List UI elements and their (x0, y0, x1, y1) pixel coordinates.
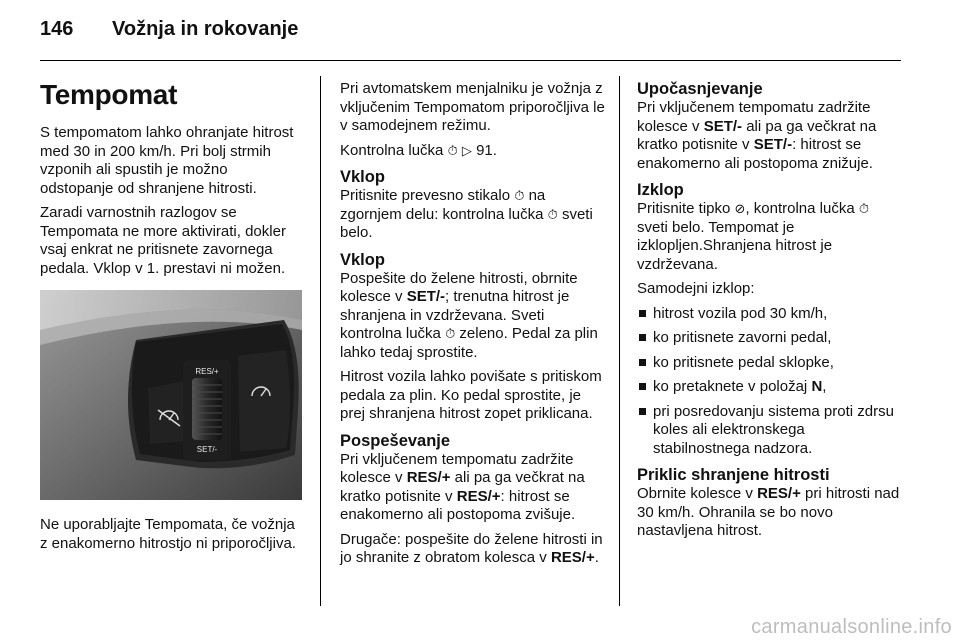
set-label: SET/- (196, 445, 218, 454)
section-pospesevanje: Pospeševanje Pri vključenem tempomatu zadržite kolesce v RES/+ ali pa ga večkrat na kratko potisnite v RES/+: hitrost se enakomerno ali postopoma zvišuje. Drugače: pospešite do želene hitrosti in jo shranite z obratom kolesca v RES/+. (340, 432, 606, 568)
list-item: ko pretaknete v položaj N, (637, 378, 902, 397)
header-rule (40, 60, 901, 61)
speed-paragraph: Hitrost vozila lahko povišate s pritiskom pedala za plin. Ko pedal sprostite, je prej shranjena hitrost zopet priklicana. (340, 368, 602, 422)
auto-off-list (637, 305, 902, 459)
auto-off-title: Samodejni izklop: (637, 280, 755, 297)
section-title: Pospeševanje (340, 431, 451, 450)
section-title: Vklop (340, 250, 385, 269)
list-item: hitrost vozila pod 30 km/h, (637, 305, 902, 324)
page-header (40, 18, 298, 41)
section-izklop: Izklop Pritisnite tipko ⊘, kontrolna lučka ⏱ sveti belo. Tempomat je izklopljen.Shranjena hitrost je vzdrževana. Samodejni izklop: hitrost vozila pod 30 km/h, ko pritisnete zavorni pedal, ko pritisnete pedal sklopke, ko pretaknete v položaj N, pri posredovanju sistema proti zdrsu koles ali elektronskega stabilnostnega nadzora. (637, 181, 902, 458)
cruise-control-icon: ⏱ (445, 326, 456, 341)
page-number: 146 (40, 18, 74, 40)
safety-paragraph: Zaradi varnostnih razlogov se Tempomata ne more aktivirati, dokler vsaj enkrat ne pritisnete zavornega pedala. Vklop v 1. prestavi ni možen. (40, 204, 286, 277)
column-divider (320, 76, 321, 606)
section-vklop-2: Vklop Pospešite do želene hitrosti, obrnite kolesce v SET/-; trenutna hitrost je shranjena in vzdrževana. Sveti kontrolna lučka ⏱ zeleno. Pedal za plin lahko tedaj sprostite. Hitrost vozila lahko povišate s pritiskom pedala za plin. Ko pedal sprostite, je prej shranjena hitrost zopet priklicana. (340, 251, 606, 424)
cruise-control-icon: ⏱ (858, 201, 869, 216)
section-title: Izklop (637, 181, 684, 199)
section-title: Priklic shranjene hitrosti (637, 466, 830, 484)
list-item: pri posredovanju sistema proti zdrsu koles ali elektronskega stabilnostnega nadzora. (637, 403, 902, 459)
list-item: ko pritisnete pedal sklopke, (637, 354, 902, 373)
list-item: ko pritisnete zavorni pedal, (637, 329, 902, 348)
section-vklop-1: Vklop Pritisnite prevesno stikalo ⏱ na zgornjem delu: kontrolna lučka ⏱ sveti belo. (340, 168, 606, 243)
column-1 (40, 70, 302, 559)
column-divider (619, 76, 620, 606)
res-label: RES/+ (195, 367, 219, 376)
automatic-paragraph: Pri avtomatskem menjalniku je vožnja z vključenim Tempomatom priporočljiva le v samodejnem režimu. (340, 80, 605, 134)
section-title: Vklop (340, 168, 385, 186)
steering-wheel-controls-photo (40, 290, 302, 500)
warning-paragraph: Ne uporabljajte Tempomata, če vožnja z enakomerno hitrostjo ni priporočljiva. (40, 516, 296, 552)
page-ref-icon: ▷ (461, 142, 472, 158)
section-priklic: Priklic shranjene hitrosti Obrnite kolesce v RES/+ pri hitrosti nad 30 km/h. Ohranila se bo novo nastavljena hitrost. (637, 466, 902, 541)
cruise-control-icon: ⏱ (447, 142, 458, 158)
indicator-paragraph: Kontrolna lučka ⏱ ▷ 91. (340, 141, 497, 159)
cruise-control-icon: ⏱ (547, 206, 558, 222)
chapter-title: Vožnja in rokovanje (112, 18, 299, 40)
intro-paragraph: S tempomatom lahko ohranjate hitrost med 30 in 200 km/h. Pri bolj strmih vzponih ali spustih je možno odstopanje od shranjene hitrosti. (40, 124, 294, 197)
watermark: carmanualsonline.info (751, 616, 952, 638)
column-3 (637, 80, 902, 547)
section-title: Upočasnjevanje (637, 80, 763, 98)
cruise-off-icon: ⊘ (734, 201, 746, 216)
cruise-control-icon: ⏱ (514, 188, 525, 203)
page-title: Tempomat (40, 79, 178, 110)
section-upocasnjevanje: Upočasnjevanje Pri vključenem tempomatu zadržite kolesce v SET/- ali pa ga večkrat na kratko potisnite v SET/-: hitrost se enakomerno ali postopoma znižuje. (637, 80, 902, 173)
column-2 (340, 80, 606, 574)
